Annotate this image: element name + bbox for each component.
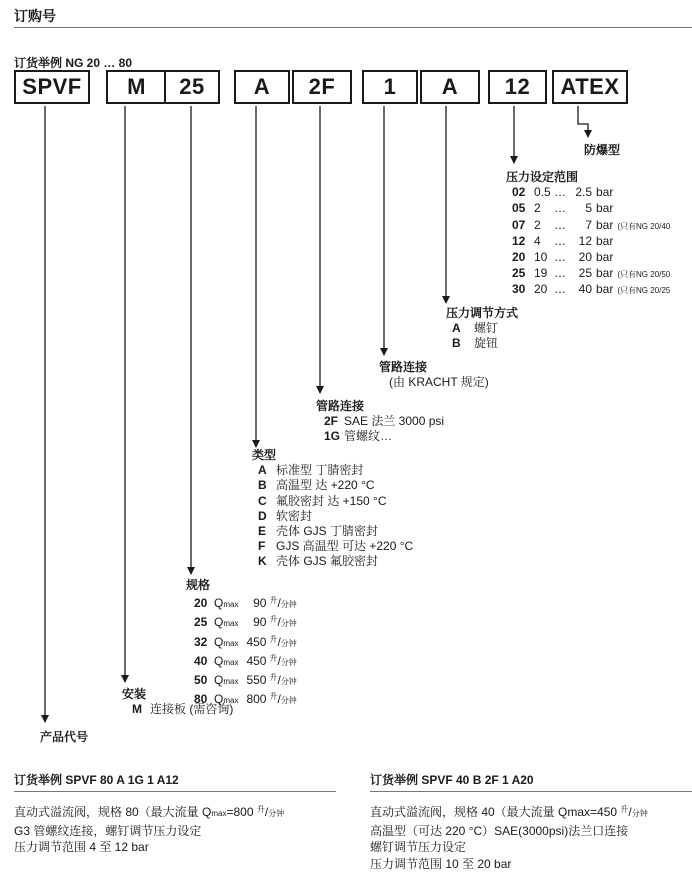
range-separator: … bbox=[554, 217, 566, 232]
size-code: 32 bbox=[194, 634, 208, 649]
pressure-range-section bbox=[506, 170, 670, 299]
type-code: D bbox=[258, 508, 267, 523]
list-item bbox=[316, 429, 444, 444]
type-text: GJS 高温型 可达 +220 °C bbox=[276, 539, 414, 554]
unit-minute: 分钟 bbox=[280, 600, 297, 610]
list-item bbox=[252, 509, 413, 524]
pressure-code: 20 bbox=[512, 250, 526, 265]
pressure-note: (只有NG 20/25 bbox=[617, 286, 671, 296]
unit-liter: 升 bbox=[269, 596, 278, 606]
code-box-adjust-mode: A bbox=[420, 70, 480, 104]
list-item bbox=[506, 266, 670, 282]
pressure-from: 20 bbox=[534, 282, 548, 297]
adjust-code: A bbox=[452, 321, 461, 336]
unit-separator: / bbox=[277, 615, 281, 630]
type-code: E bbox=[258, 524, 267, 539]
pressure-code: 07 bbox=[512, 217, 526, 232]
pipe-connection-1-title: 管路连接 bbox=[379, 360, 428, 374]
unit-separator: / bbox=[277, 673, 281, 688]
q-subscript: max bbox=[223, 619, 239, 629]
flow-value: 550 bbox=[246, 673, 267, 688]
type-text: 高温型 达 +220 °C bbox=[276, 478, 375, 493]
type-list bbox=[252, 463, 413, 569]
unit-separator: / bbox=[277, 653, 281, 668]
pipe-code: 1G bbox=[324, 429, 341, 444]
type-code: A bbox=[258, 463, 267, 478]
adjust-code: B bbox=[452, 336, 461, 351]
pressure-to: 20 bbox=[578, 250, 592, 265]
mounting-text: 连接板 (需咨询) bbox=[150, 702, 234, 717]
example-2-line: 压力调节范围 10 至 20 bar bbox=[370, 856, 512, 871]
example-1-body bbox=[14, 802, 284, 856]
q-subscript: max bbox=[223, 696, 239, 706]
unit-liter: 升 bbox=[269, 615, 278, 625]
type-text: 壳体 GJS 氟胶密封 bbox=[276, 554, 379, 569]
q-symbol: Q bbox=[214, 673, 224, 688]
type-text: 标准型 丁腈密封 bbox=[276, 463, 364, 478]
pressure-to: 40 bbox=[578, 282, 592, 297]
range-separator: … bbox=[554, 185, 566, 200]
code-box-pipe-conn: 2F bbox=[292, 70, 352, 104]
range-separator: … bbox=[554, 233, 566, 248]
pressure-note bbox=[613, 254, 617, 263]
list-item bbox=[252, 524, 413, 539]
range-separator: … bbox=[554, 250, 566, 265]
pressure-code: 12 bbox=[512, 233, 526, 248]
size-code: 50 bbox=[194, 673, 208, 688]
list-item bbox=[446, 321, 518, 336]
adjust-mode-section bbox=[446, 306, 518, 352]
code-box-atex: ATEX bbox=[552, 70, 628, 104]
list-item bbox=[252, 539, 413, 554]
pressure-from: 19 bbox=[534, 266, 548, 281]
pressure-from: 2 bbox=[534, 201, 541, 216]
list-item bbox=[186, 612, 297, 631]
pressure-unit: bar bbox=[596, 282, 614, 297]
q-symbol: Q bbox=[214, 634, 224, 649]
size-title: 规格 bbox=[186, 578, 211, 592]
pressure-unit: bar bbox=[596, 266, 614, 281]
pressure-note: (只有NG 20/50 bbox=[617, 270, 671, 280]
type-code: F bbox=[258, 539, 266, 554]
code-box-size: 25 bbox=[164, 70, 220, 104]
pressure-from: 0.5 bbox=[534, 185, 551, 200]
example-2-line: 直动式溢流阀，规格 40（最大流量 Qmax=450 $^升$/分钟 bbox=[370, 805, 648, 819]
flow-value: 90 bbox=[253, 596, 267, 611]
pressure-unit: bar bbox=[596, 250, 614, 265]
list-item bbox=[506, 282, 670, 298]
type-code: B bbox=[258, 478, 267, 493]
unit-liter: 升 bbox=[269, 692, 278, 702]
pressure-to: 5 bbox=[585, 201, 592, 216]
unit-minute: 分钟 bbox=[280, 677, 297, 687]
type-text: 氟胶密封 达 +150 °C bbox=[276, 493, 387, 508]
pressure-note bbox=[613, 238, 617, 247]
pipe-code: 2F bbox=[324, 414, 339, 429]
code-box-type: A bbox=[234, 70, 290, 104]
flow-value: 450 bbox=[246, 653, 267, 668]
flow-value: 800 bbox=[246, 692, 267, 707]
unit-liter: 升 bbox=[269, 673, 278, 683]
pipe-connection-1-section bbox=[379, 360, 489, 390]
list-item bbox=[506, 234, 670, 250]
example-2-title: 订货举例 SPVF 40 B 2F 1 A20 bbox=[370, 773, 534, 787]
pipe-connection-2-title: 管路连接 bbox=[316, 399, 365, 413]
type-title: 类型 bbox=[252, 448, 277, 462]
list-item bbox=[186, 632, 297, 651]
q-symbol: Q bbox=[214, 615, 224, 630]
mounting-code: M bbox=[132, 702, 142, 717]
unit-liter: 升 bbox=[269, 653, 278, 663]
flow-value: 450 bbox=[246, 634, 267, 649]
q-subscript: max bbox=[223, 677, 239, 687]
unit-minute: 分钟 bbox=[280, 638, 297, 648]
pressure-unit: bar bbox=[596, 233, 614, 248]
q-subscript: max bbox=[223, 638, 239, 648]
pressure-to: 2.5 bbox=[575, 185, 592, 200]
size-code: 40 bbox=[194, 653, 208, 668]
order-example-header: 订货举例 NG 20 … 80 bbox=[14, 56, 133, 70]
list-item bbox=[122, 702, 233, 717]
product-code-title: 产品代号 bbox=[40, 730, 89, 744]
type-code: C bbox=[258, 493, 267, 508]
q-subscript: max bbox=[223, 657, 239, 667]
list-item bbox=[186, 651, 297, 670]
list-item bbox=[506, 250, 670, 266]
pressure-range-title: 压力设定范围 bbox=[506, 170, 579, 184]
size-code: 80 bbox=[194, 692, 208, 707]
list-item bbox=[506, 201, 670, 217]
type-text: 软密封 bbox=[276, 508, 313, 523]
pressure-from: 2 bbox=[534, 217, 541, 232]
unit-separator: / bbox=[277, 634, 281, 649]
pressure-unit: bar bbox=[596, 201, 614, 216]
list-item bbox=[506, 218, 670, 234]
pressure-code: 25 bbox=[512, 266, 526, 281]
unit-minute: 分钟 bbox=[280, 696, 297, 706]
flow-value: 90 bbox=[253, 615, 267, 630]
list-item bbox=[252, 463, 413, 478]
q-symbol: Q bbox=[214, 692, 224, 707]
list-item bbox=[446, 336, 518, 351]
example-1-divider bbox=[14, 791, 336, 792]
example-1-line: 压力调节范围 4 至 12 bar bbox=[14, 840, 149, 854]
example-1-line: G3 管螺纹连接，螺钉调节压力设定 bbox=[14, 823, 202, 838]
type-text: 壳体 GJS 丁腈密封 bbox=[276, 524, 379, 539]
type-code: K bbox=[258, 554, 267, 569]
size-code: 20 bbox=[194, 596, 208, 611]
pressure-to: 12 bbox=[578, 233, 592, 248]
unit-minute: 分钟 bbox=[280, 657, 297, 667]
pressure-from: 10 bbox=[534, 250, 548, 265]
adjust-text: 旋钮 bbox=[474, 336, 499, 351]
pressure-note bbox=[613, 205, 617, 214]
pressure-unit: bar bbox=[596, 185, 614, 200]
pressure-from: 4 bbox=[534, 233, 541, 248]
code-box-pressure-range: 12 bbox=[488, 70, 547, 104]
pressure-code: 30 bbox=[512, 282, 526, 297]
pressure-note: (只有NG 20/40 bbox=[617, 221, 671, 231]
explosion-title: 防爆型 bbox=[584, 143, 621, 157]
list-item bbox=[252, 554, 413, 569]
adjust-text: 螺钉 bbox=[474, 321, 499, 336]
range-separator: … bbox=[554, 266, 566, 281]
list-item bbox=[252, 494, 413, 509]
unit-minute: 分钟 bbox=[280, 619, 297, 629]
type-section bbox=[252, 448, 413, 570]
code-box-mounting: M bbox=[106, 70, 167, 104]
q-symbol: Q bbox=[214, 596, 224, 611]
size-code: 25 bbox=[194, 615, 208, 630]
list-item bbox=[186, 593, 297, 612]
example-2-divider bbox=[370, 791, 692, 792]
q-subscript: max bbox=[223, 600, 239, 610]
pressure-code: 05 bbox=[512, 201, 526, 216]
range-separator: … bbox=[554, 282, 566, 297]
unit-liter: 升 bbox=[269, 634, 278, 644]
pipe-connection-2-section bbox=[316, 399, 444, 445]
example-2-line: 螺钉调节压力设定 bbox=[370, 840, 467, 854]
page-title: 订购号 bbox=[14, 8, 56, 24]
pressure-unit: bar bbox=[596, 217, 614, 232]
pipe-text: 管螺纹… bbox=[344, 429, 393, 444]
pipe-connection-1-note: (由 KRACHT 规定) bbox=[389, 375, 489, 390]
unit-separator: / bbox=[277, 596, 281, 611]
range-separator: … bbox=[554, 201, 566, 216]
pressure-code: 02 bbox=[512, 185, 526, 200]
example-2-line: 高温型（可达 220 °C）SAE(3000psi)法兰口连接 bbox=[370, 823, 629, 838]
code-box-product: SPVF bbox=[14, 70, 90, 104]
pressure-range-list bbox=[506, 185, 670, 298]
unit-separator: / bbox=[277, 692, 281, 707]
adjust-mode-title: 压力调节方式 bbox=[446, 306, 519, 320]
pressure-to: 7 bbox=[585, 217, 592, 232]
example-1-line: 直动式溢流阀，规格 80（最大流量 Qmax=800 $^升$/分钟 bbox=[14, 805, 285, 819]
example-1-title: 订货举例 SPVF 80 A 1G 1 A12 bbox=[14, 773, 179, 787]
list-item bbox=[252, 478, 413, 493]
pipe-text: SAE 法兰 3000 psi bbox=[344, 414, 445, 429]
pressure-to: 25 bbox=[578, 266, 592, 281]
mounting-title: 安装 bbox=[122, 687, 147, 701]
mounting-section bbox=[122, 687, 233, 717]
list-item bbox=[506, 185, 670, 201]
example-2-body bbox=[370, 802, 648, 872]
pressure-note bbox=[613, 189, 617, 198]
list-item bbox=[316, 414, 444, 429]
q-symbol: Q bbox=[214, 653, 224, 668]
code-box-pipe-conn-2: 1 bbox=[362, 70, 418, 104]
